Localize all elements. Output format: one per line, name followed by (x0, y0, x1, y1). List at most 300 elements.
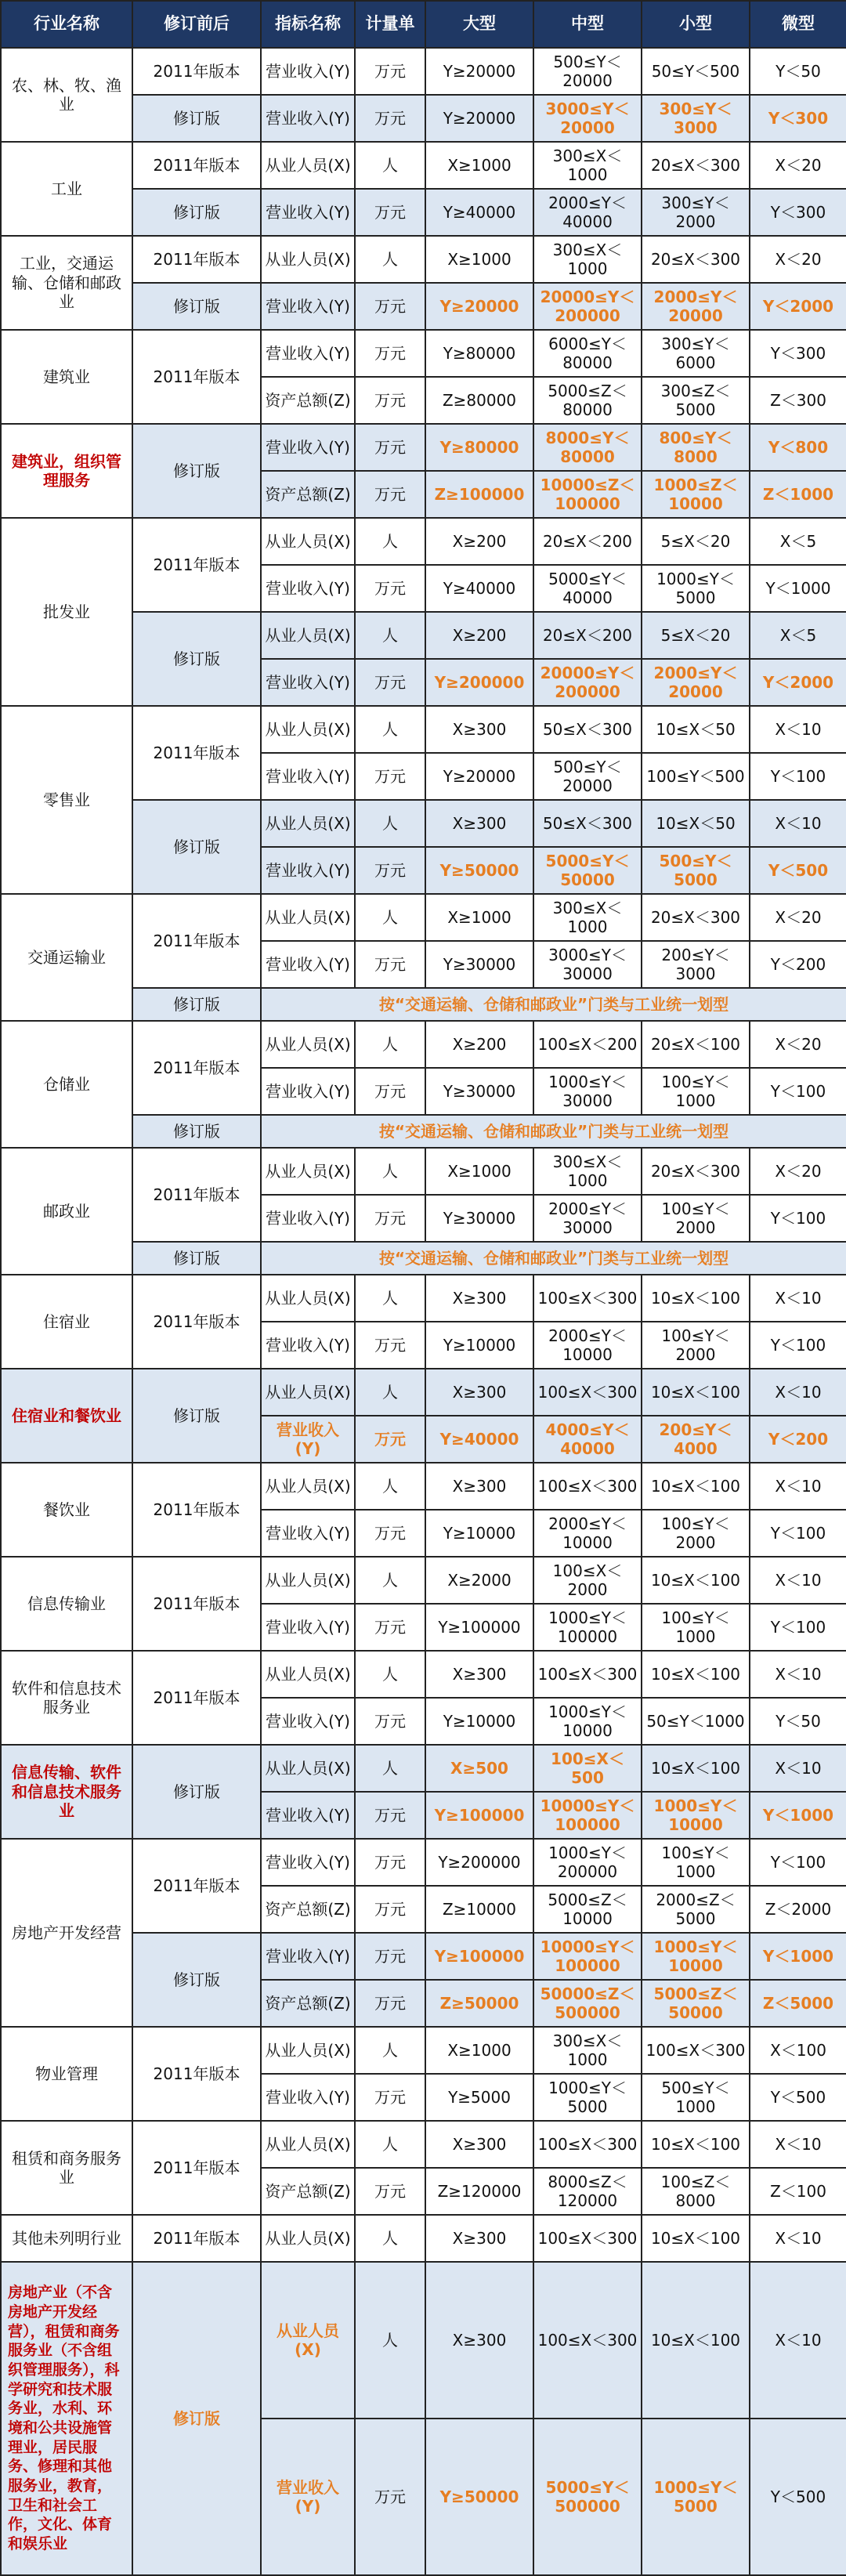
small-cell: 1000≤Y＜5000 (642, 565, 750, 612)
version-cell: 2011年版本 (132, 330, 261, 424)
indicator-cell: 从业人员(X) (261, 1463, 355, 1510)
col-small: 小型 (642, 1, 750, 48)
industry-cell: 住宿业 (1, 1275, 132, 1369)
indicator-cell: 从业人员(X) (261, 142, 355, 189)
large-cell: Y≥30000 (425, 1195, 533, 1242)
small-cell: 800≤Y＜8000 (642, 424, 750, 471)
micro-cell: Y＜1000 (750, 565, 846, 612)
table-row (1, 424, 846, 471)
medium-cell: 50≤X＜300 (533, 800, 642, 847)
micro-cell: Y＜50 (750, 1698, 846, 1745)
indicator-cell: 营业收入(Y) (261, 1322, 355, 1369)
micro-cell: Y＜500 (750, 2074, 846, 2121)
small-cell: 300≤Y＜3000 (642, 95, 750, 142)
version-cell: 修订版 (132, 1115, 261, 1148)
unit-cell: 万元 (355, 1792, 425, 1839)
table-row (1, 2121, 846, 2168)
medium-cell: 100≤X＜300 (533, 1463, 642, 1510)
indicator-cell: 营业收入(Y) (261, 1933, 355, 1980)
medium-cell: 500≤Y＜20000 (533, 48, 642, 95)
unit-cell: 万元 (355, 1933, 425, 1980)
industry-cell: 房地产业（不含房地产开发经营），租赁和商务服务业（不含组织管理服务），科学研究和技术服务业，水利、环境和公共设施管理业，居民服务、修理和其他服务业，教育，卫生和社会工作，文化、体育和娱乐业 (1, 2262, 132, 2575)
version-cell: 2011年版本 (132, 48, 261, 95)
small-cell: 10≤X＜100 (642, 2215, 750, 2262)
micro-cell: Z＜300 (750, 377, 846, 424)
medium-cell: 8000≤Z＜120000 (533, 2168, 642, 2215)
merge-note: 按“交通运输、仓储和邮政业”门类与工业统一划型 (261, 1242, 846, 1275)
medium-cell: 1000≤Y＜30000 (533, 1068, 642, 1115)
indicator-cell: 营业收入(Y) (261, 1068, 355, 1115)
version-cell: 修订版 (132, 1933, 261, 2027)
unit-cell: 万元 (355, 424, 425, 471)
micro-cell: X＜10 (750, 1463, 846, 1510)
table-row (1, 1369, 846, 1416)
version-cell: 修订版 (132, 283, 261, 330)
medium-cell: 10000≤Y＜100000 (533, 1933, 642, 1980)
medium-cell: 1000≤Y＜10000 (533, 1698, 642, 1745)
unit-cell: 人 (355, 800, 425, 847)
large-cell: Y≥100000 (425, 1792, 533, 1839)
small-cell: 300≤Z＜5000 (642, 377, 750, 424)
medium-cell: 100≤X＜300 (533, 2121, 642, 2168)
unit-cell: 人 (355, 1021, 425, 1068)
large-cell: Y≥20000 (425, 283, 533, 330)
small-cell: 10≤X＜100 (642, 2262, 750, 2419)
small-cell: 1000≤Z＜10000 (642, 471, 750, 518)
col-indicator: 指标名称 (261, 1, 355, 48)
version-cell: 修订版 (132, 1369, 261, 1463)
small-cell: 2000≤Y＜20000 (642, 283, 750, 330)
unit-cell: 人 (355, 2215, 425, 2262)
large-cell: Y≥50000 (425, 2419, 533, 2575)
unit-cell: 万元 (355, 1195, 425, 1242)
micro-cell: X＜5 (750, 612, 846, 659)
medium-cell: 2000≤Y＜30000 (533, 1195, 642, 1242)
table-row (1, 1275, 846, 1322)
unit-cell: 人 (355, 1275, 425, 1322)
table-row (1, 1021, 846, 1068)
micro-cell: Y＜300 (750, 189, 846, 236)
unit-cell: 人 (355, 1557, 425, 1604)
large-cell: X≥300 (425, 706, 533, 753)
col-industry: 行业名称 (1, 1, 132, 48)
micro-cell: X＜20 (750, 236, 846, 283)
small-cell: 50≤Y＜1000 (642, 1698, 750, 1745)
unit-cell: 万元 (355, 1839, 425, 1886)
table-row (1, 1463, 846, 1510)
unit-cell: 万元 (355, 565, 425, 612)
indicator-cell: 从业人员(X) (261, 2121, 355, 2168)
large-cell: Y≥5000 (425, 2074, 533, 2121)
indicator-cell: 从业人员(X) (261, 1369, 355, 1416)
medium-cell: 4000≤Y＜40000 (533, 1416, 642, 1463)
indicator-cell: 营业收入(Y) (261, 330, 355, 377)
indicator-cell: 营业收入(Y) (261, 1416, 355, 1463)
col-micro: 微型 (750, 1, 846, 48)
unit-cell: 万元 (355, 2074, 425, 2121)
table-row (1, 236, 846, 283)
small-cell: 100≤Y＜1000 (642, 1068, 750, 1115)
large-cell: Y≥50000 (425, 847, 533, 894)
large-cell: Z≥120000 (425, 2168, 533, 2215)
small-cell: 10≤X＜50 (642, 800, 750, 847)
indicator-cell: 从业人员(X) (261, 1745, 355, 1792)
large-cell: Y≥100000 (425, 1604, 533, 1651)
unit-cell: 万元 (355, 1604, 425, 1651)
unit-cell: 人 (355, 142, 425, 189)
medium-cell: 5000≤Y＜500000 (533, 2419, 642, 2575)
medium-cell: 20≤X＜200 (533, 518, 642, 565)
large-cell: Y≥10000 (425, 1510, 533, 1557)
small-cell: 10≤X＜100 (642, 1369, 750, 1416)
small-cell: 50≤Y＜500 (642, 48, 750, 95)
industry-cell: 其他未列明行业 (1, 2215, 132, 2262)
table-row (1, 1557, 846, 1604)
industry-cell: 交通运输业 (1, 894, 132, 1021)
micro-cell: X＜10 (750, 1651, 846, 1698)
large-cell: Y≥40000 (425, 1416, 533, 1463)
version-cell: 2011年版本 (132, 1557, 261, 1651)
small-cell: 20≤X＜300 (642, 1148, 750, 1195)
table-row (1, 142, 846, 189)
indicator-cell: 营业收入(Y) (261, 941, 355, 988)
indicator-cell: 从业人员(X) (261, 1021, 355, 1068)
medium-cell: 50000≤Z＜500000 (533, 1980, 642, 2027)
small-cell: 1000≤Y＜5000 (642, 2419, 750, 2575)
large-cell: Y≥80000 (425, 330, 533, 377)
large-cell: X≥200 (425, 1021, 533, 1068)
micro-cell: Y＜100 (750, 1510, 846, 1557)
medium-cell: 10000≤Z＜100000 (533, 471, 642, 518)
industry-cell: 建筑业 (1, 330, 132, 424)
micro-cell: Z＜5000 (750, 1980, 846, 2027)
large-cell: Y≥100000 (425, 1933, 533, 1980)
industry-cell: 批发业 (1, 518, 132, 706)
micro-cell: X＜20 (750, 1021, 846, 1068)
micro-cell: X＜10 (750, 706, 846, 753)
large-cell: X≥300 (425, 1651, 533, 1698)
table-row (1, 1745, 846, 1792)
small-cell: 10≤X＜100 (642, 1745, 750, 1792)
table-row (1, 1839, 846, 1886)
col-unit: 计量单 (355, 1, 425, 48)
industry-cell: 农、林、牧、渔业 (1, 48, 132, 142)
indicator-cell: 营业收入(Y) (261, 1510, 355, 1557)
large-cell: Z≥10000 (425, 1886, 533, 1933)
table-row (1, 1148, 846, 1195)
micro-cell: X＜20 (750, 142, 846, 189)
large-cell: X≥200 (425, 518, 533, 565)
micro-cell: X＜20 (750, 894, 846, 941)
micro-cell: X＜20 (750, 1148, 846, 1195)
micro-cell: Y＜1000 (750, 1792, 846, 1839)
medium-cell: 20≤X＜200 (533, 612, 642, 659)
micro-cell: X＜10 (750, 800, 846, 847)
medium-cell: 5000≤Y＜40000 (533, 565, 642, 612)
col-version: 修订前后 (132, 1, 261, 48)
version-cell: 2011年版本 (132, 2215, 261, 2262)
small-cell: 100≤Z＜8000 (642, 2168, 750, 2215)
unit-cell: 人 (355, 1745, 425, 1792)
large-cell: Y≥10000 (425, 1322, 533, 1369)
unit-cell: 人 (355, 2262, 425, 2419)
large-cell: Y≥40000 (425, 189, 533, 236)
medium-cell: 100≤X＜2000 (533, 1557, 642, 1604)
unit-cell: 人 (355, 1463, 425, 1510)
small-cell: 10≤X＜50 (642, 706, 750, 753)
indicator-cell: 从业人员(X) (261, 1557, 355, 1604)
indicator-cell: 营业收入(Y) (261, 1792, 355, 1839)
medium-cell: 5000≤Z＜10000 (533, 1886, 642, 1933)
table-row (1, 2215, 846, 2262)
industry-cell: 房地产开发经营 (1, 1839, 132, 2027)
micro-cell: Y＜800 (750, 424, 846, 471)
industry-cell: 物业管理 (1, 2027, 132, 2121)
industry-cell: 软件和信息技术服务业 (1, 1651, 132, 1745)
unit-cell: 人 (355, 1148, 425, 1195)
medium-cell: 100≤X＜300 (533, 1275, 642, 1322)
micro-cell: Y＜100 (750, 1195, 846, 1242)
unit-cell: 万元 (355, 330, 425, 377)
small-cell: 100≤Y＜2000 (642, 1510, 750, 1557)
medium-cell: 300≤X＜1000 (533, 236, 642, 283)
large-cell: X≥200 (425, 612, 533, 659)
header-row (1, 1, 846, 48)
version-cell: 2011年版本 (132, 236, 261, 283)
medium-cell: 1000≤Y＜5000 (533, 2074, 642, 2121)
table-row (1, 48, 846, 95)
indicator-cell: 从业人员(X) (261, 518, 355, 565)
medium-cell: 8000≤Y＜80000 (533, 424, 642, 471)
unit-cell: 万元 (355, 659, 425, 706)
small-cell: 2000≤Y＜20000 (642, 659, 750, 706)
unit-cell: 人 (355, 518, 425, 565)
small-cell: 300≤Y＜6000 (642, 330, 750, 377)
medium-cell: 300≤X＜1000 (533, 894, 642, 941)
unit-cell: 万元 (355, 1886, 425, 1933)
medium-cell: 300≤X＜1000 (533, 1148, 642, 1195)
medium-cell: 1000≤Y＜200000 (533, 1839, 642, 1886)
large-cell: X≥300 (425, 1275, 533, 1322)
version-cell: 2011年版本 (132, 1148, 261, 1242)
indicator-cell: 营业收入(Y) (261, 2419, 355, 2575)
micro-cell: X＜100 (750, 2027, 846, 2074)
large-cell: X≥1000 (425, 236, 533, 283)
version-cell: 2011年版本 (132, 518, 261, 612)
small-cell: 500≤Y＜5000 (642, 847, 750, 894)
medium-cell: 100≤X＜300 (533, 1369, 642, 1416)
small-cell: 1000≤Y＜10000 (642, 1933, 750, 1980)
col-large: 大型 (425, 1, 533, 48)
merge-note: 按“交通运输、仓储和邮政业”门类与工业统一划型 (261, 988, 846, 1021)
micro-cell: Y＜100 (750, 1604, 846, 1651)
small-cell: 1000≤Y＜10000 (642, 1792, 750, 1839)
medium-cell: 100≤X＜500 (533, 1745, 642, 1792)
indicator-cell: 营业收入(Y) (261, 424, 355, 471)
indicator-cell: 营业收入(Y) (261, 2074, 355, 2121)
version-cell: 2011年版本 (132, 142, 261, 189)
merge-note: 按“交通运输、仓储和邮政业”门类与工业统一划型 (261, 1115, 846, 1148)
indicator-cell: 营业收入(Y) (261, 847, 355, 894)
version-cell: 修订版 (132, 95, 261, 142)
micro-cell: Z＜2000 (750, 1886, 846, 1933)
large-cell: X≥1000 (425, 1148, 533, 1195)
small-cell: 20≤X＜300 (642, 236, 750, 283)
indicator-cell: 从业人员(X) (261, 612, 355, 659)
indicator-cell: 从业人员(X) (261, 2215, 355, 2262)
industry-cell: 工业 (1, 142, 132, 236)
indicator-cell: 资产总额(Z) (261, 377, 355, 424)
industry-cell: 邮政业 (1, 1148, 132, 1275)
medium-cell: 100≤X＜300 (533, 2262, 642, 2419)
indicator-cell: 营业收入(Y) (261, 95, 355, 142)
version-cell: 修订版 (132, 1242, 261, 1275)
indicator-cell: 营业收入(Y) (261, 565, 355, 612)
industry-cell: 餐饮业 (1, 1463, 132, 1557)
industry-cell: 零售业 (1, 706, 132, 894)
medium-cell: 300≤X＜1000 (533, 2027, 642, 2074)
micro-cell: Z＜1000 (750, 471, 846, 518)
large-cell: X≥2000 (425, 1557, 533, 1604)
table-row (1, 518, 846, 565)
micro-cell: X＜10 (750, 1745, 846, 1792)
industry-cell: 建筑业，组织管理服务 (1, 424, 132, 518)
unit-cell: 人 (355, 236, 425, 283)
version-cell: 修订版 (132, 988, 261, 1021)
micro-cell: Z＜100 (750, 2168, 846, 2215)
medium-cell: 3000≤Y＜30000 (533, 941, 642, 988)
large-cell: Y≥80000 (425, 424, 533, 471)
small-cell: 5≤X＜20 (642, 612, 750, 659)
unit-cell: 万元 (355, 1698, 425, 1745)
unit-cell: 万元 (355, 2168, 425, 2215)
small-cell: 100≤Y＜500 (642, 753, 750, 800)
indicator-cell: 营业收入(Y) (261, 283, 355, 330)
indicator-cell: 营业收入(Y) (261, 1839, 355, 1886)
large-cell: X≥300 (425, 2215, 533, 2262)
version-cell: 修订版 (132, 1745, 261, 1839)
small-cell: 10≤X＜100 (642, 1463, 750, 1510)
micro-cell: Y＜300 (750, 95, 846, 142)
micro-cell: Y＜100 (750, 753, 846, 800)
table-row (1, 706, 846, 753)
large-cell: Z≥100000 (425, 471, 533, 518)
large-cell: Y≥30000 (425, 1068, 533, 1115)
large-cell: X≥1000 (425, 894, 533, 941)
version-cell: 修订版 (132, 424, 261, 518)
version-cell: 2011年版本 (132, 1651, 261, 1745)
micro-cell: X＜10 (750, 2262, 846, 2419)
indicator-cell: 营业收入(Y) (261, 1195, 355, 1242)
indicator-cell: 从业人员(X) (261, 1148, 355, 1195)
unit-cell: 万元 (355, 377, 425, 424)
indicator-cell: 营业收入(Y) (261, 1698, 355, 1745)
table-row (1, 1651, 846, 1698)
micro-cell: Y＜100 (750, 1068, 846, 1115)
version-cell: 2011年版本 (132, 1275, 261, 1369)
micro-cell: X＜10 (750, 2121, 846, 2168)
micro-cell: Y＜200 (750, 941, 846, 988)
unit-cell: 人 (355, 612, 425, 659)
col-medium: 中型 (533, 1, 642, 48)
large-cell: Y≥20000 (425, 48, 533, 95)
small-cell: 10≤X＜100 (642, 1557, 750, 1604)
unit-cell: 万元 (355, 1980, 425, 2027)
medium-cell: 100≤X＜300 (533, 1651, 642, 1698)
industry-cell: 信息传输、软件和信息技术服务业 (1, 1745, 132, 1839)
micro-cell: Y＜200 (750, 1416, 846, 1463)
indicator-cell: 营业收入(Y) (261, 189, 355, 236)
micro-cell: Y＜100 (750, 1839, 846, 1886)
medium-cell: 2000≤Y＜10000 (533, 1510, 642, 1557)
medium-cell: 100≤X＜300 (533, 2215, 642, 2262)
unit-cell: 人 (355, 706, 425, 753)
medium-cell: 50≤X＜300 (533, 706, 642, 753)
version-cell: 2011年版本 (132, 1463, 261, 1557)
small-cell: 10≤X＜100 (642, 1651, 750, 1698)
large-cell: Y≥20000 (425, 753, 533, 800)
unit-cell: 万元 (355, 48, 425, 95)
version-cell: 2011年版本 (132, 706, 261, 800)
unit-cell: 万元 (355, 753, 425, 800)
small-cell: 20≤X＜300 (642, 142, 750, 189)
version-cell: 2011年版本 (132, 2121, 261, 2215)
indicator-cell: 营业收入(Y) (261, 48, 355, 95)
indicator-cell: 资产总额(Z) (261, 1886, 355, 1933)
medium-cell: 6000≤Y＜80000 (533, 330, 642, 377)
micro-cell: X＜10 (750, 1369, 846, 1416)
large-cell: X≥300 (425, 800, 533, 847)
large-cell: X≥300 (425, 1369, 533, 1416)
large-cell: X≥300 (425, 2262, 533, 2419)
small-cell: 10≤X＜100 (642, 2121, 750, 2168)
version-cell: 2011年版本 (132, 1021, 261, 1115)
medium-cell: 3000≤Y＜20000 (533, 95, 642, 142)
indicator-cell: 从业人员(X) (261, 706, 355, 753)
indicator-cell: 从业人员(X) (261, 1275, 355, 1322)
medium-cell: 2000≤Y＜10000 (533, 1322, 642, 1369)
unit-cell: 万元 (355, 283, 425, 330)
medium-cell: 20000≤Y＜200000 (533, 659, 642, 706)
indicator-cell: 资产总额(Z) (261, 1980, 355, 2027)
micro-cell: Y＜2000 (750, 283, 846, 330)
unit-cell: 人 (355, 2027, 425, 2074)
indicator-cell: 从业人员(X) (261, 2027, 355, 2074)
micro-cell: X＜10 (750, 1275, 846, 1322)
medium-cell: 20000≤Y＜200000 (533, 283, 642, 330)
version-cell: 修订版 (132, 2262, 261, 2575)
indicator-cell: 从业人员(X) (261, 1651, 355, 1698)
micro-cell: Y＜50 (750, 48, 846, 95)
large-cell: X≥1000 (425, 2027, 533, 2074)
micro-cell: X＜5 (750, 518, 846, 565)
micro-cell: Y＜2000 (750, 659, 846, 706)
medium-cell: 2000≤Y＜40000 (533, 189, 642, 236)
large-cell: X≥300 (425, 2121, 533, 2168)
large-cell: Z≥80000 (425, 377, 533, 424)
small-cell: 500≤Y＜1000 (642, 2074, 750, 2121)
version-cell: 修订版 (132, 612, 261, 706)
small-cell: 20≤X＜300 (642, 894, 750, 941)
indicator-cell: 从业人员(X) (261, 800, 355, 847)
unit-cell: 人 (355, 894, 425, 941)
version-cell: 2011年版本 (132, 1839, 261, 1933)
large-cell: X≥300 (425, 1463, 533, 1510)
version-cell: 修订版 (132, 800, 261, 894)
unit-cell: 万元 (355, 847, 425, 894)
micro-cell: Y＜500 (750, 847, 846, 894)
small-cell: 100≤Y＜2000 (642, 1322, 750, 1369)
